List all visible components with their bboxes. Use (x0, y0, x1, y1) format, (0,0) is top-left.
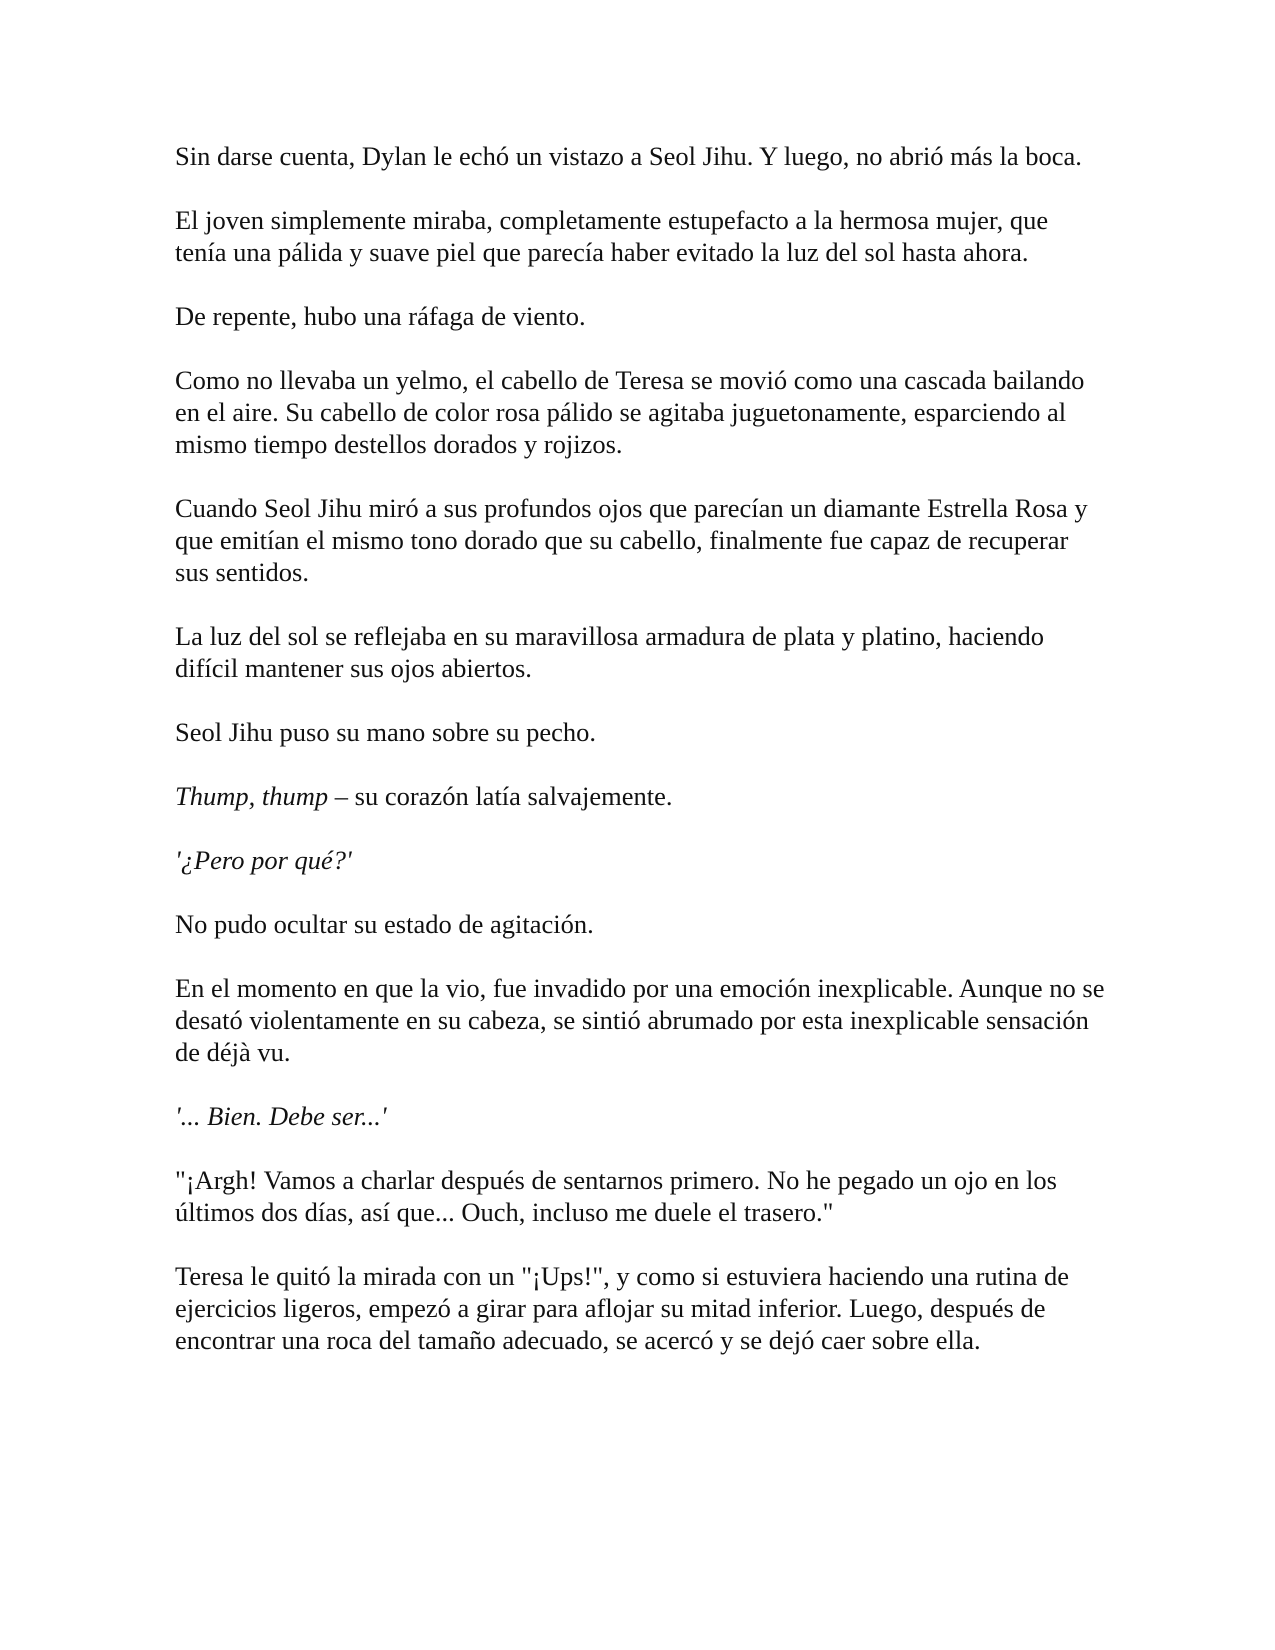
paragraph: En el momento en que la vio, fue invadido por una emoción inexplicable. Aunque no se desató violentamente en su cabeza, se sintió abrumado por esta inexplicable sensación de déjà vu. (175, 973, 1105, 1067)
paragraph: No pudo ocultar su estado de agitación. (175, 909, 594, 939)
paragraph: Como no llevaba un yelmo, el cabello de Teresa se movió como una cascada bailando en el aire. Su cabello de color rosa pálido se agitaba juguetonamente, esparciendo al mismo tiempo destellos dorados y rojizos. (175, 365, 1085, 459)
paragraph: Teresa le quitó la mirada con un "¡Ups!", y como si estuviera haciendo una rutina de ejercicios ligeros, empezó a girar para aflojar su mitad inferior. Luego, después de encontrar una roca del tamaño adecuado, se acercó y se dejó caer sobre ella. (175, 1261, 1069, 1355)
paragraph: La luz del sol se reflejaba en su maravillosa armadura de plata y platino, haciendo difícil mantener sus ojos abiertos. (175, 621, 1045, 683)
paragraph: El joven simplemente miraba, completamente estupefacto a la hermosa mujer, que tenía una pálida y suave piel que parecía haber evitado la luz del sol hasta ahora. (175, 205, 1049, 267)
heartbeat-sound: Thump, thump (175, 781, 329, 811)
inner-thought: '¿Pero por qué?' (175, 845, 352, 875)
paragraph: Cuando Seol Jihu miró a sus profundos ojos que parecían un diamante Estrella Rosa y que emitían el mismo tono dorado que su cabello, finalmente fue capaz de recuperar sus sentidos. (175, 493, 1088, 587)
document-page (175, 140, 1105, 1388)
paragraph: Sin darse cuenta, Dylan le echó un vistazo a Seol Jihu. Y luego, no abrió más la boca. (175, 141, 1082, 171)
dialogue-paragraph: "¡Argh! Vamos a charlar después de sentarnos primero. No he pegado un ojo en los últimos dos días, así que... Ouch, incluso me duele el trasero." (175, 1165, 1057, 1227)
heartbeat-text: – su corazón latía salvajemente. (328, 781, 673, 811)
heartbeat-paragraph (175, 780, 1105, 812)
paragraph: De repente, hubo una ráfaga de viento. (175, 301, 586, 331)
paragraph: Seol Jihu puso su mano sobre su pecho. (175, 717, 597, 747)
inner-thought: '... Bien. Debe ser...' (175, 1101, 387, 1131)
